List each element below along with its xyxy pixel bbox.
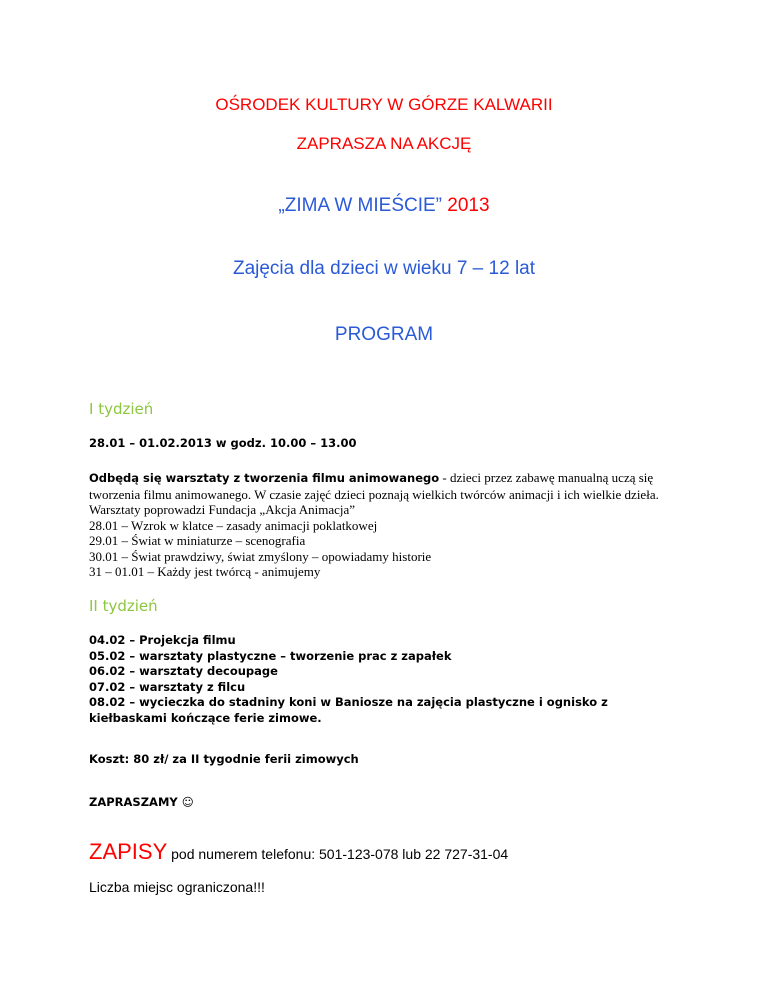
list-item: 04.02 – Projekcja filmu xyxy=(89,633,236,647)
list-item: 07.02 – warsztaty z filcu xyxy=(89,679,246,694)
week1-description xyxy=(89,470,689,580)
week1-dates: 28.01 – 01.02.2013 w godz. 10.00 – 13.00 xyxy=(89,436,357,450)
list-item: 29.01 – Świat w miniaturze – scenografia xyxy=(89,533,306,548)
week1-lead: Odbędą się warsztaty z tworzenia filmu animowanego xyxy=(89,471,440,485)
list-item: 30.01 – Świat prawdziwy, świat zmyślony – opowiadamy historie xyxy=(89,548,432,564)
list-item: 06.02 – warsztaty decoupage xyxy=(89,664,278,678)
list-item: 05.02 – warsztaty plastyczne – tworzenie prac z zapałek xyxy=(89,648,452,663)
audience-line: Zajęcia dla dzieci w wieku 7 – 12 lat xyxy=(232,258,536,279)
cost-line: Koszt: 80 zł/ za II tygodnie ferii zimowych xyxy=(89,752,359,766)
limit-note: Liczba miejsc ograniczona!!! xyxy=(89,879,265,895)
signup-label: ZAPISY xyxy=(89,839,168,864)
week1-description-text: - dzieci przez zabawę manualną uczą się tworzenia filmu animowanego. W czasie zajęć dzieci poznają wielkich twórców animacji i ich wielkie dzieła. Warsztaty poprowadzi Fundacja „Akcja Animacja” xyxy=(89,470,659,517)
list-item: 31 – 01.01 – Każdy jest twórcą - animujemy xyxy=(89,564,321,579)
event-title xyxy=(0,195,768,217)
event-year: 2013 xyxy=(447,195,490,216)
org-title: OŚRODEK KULTURY W GÓRZE KALWARII xyxy=(215,95,553,114)
event-name: „ZIMA W MIEŚCIE” xyxy=(278,195,448,216)
week2-list xyxy=(89,633,689,726)
invite-line: ZAPRASZAMY ☺ xyxy=(89,795,194,809)
invite-title: ZAPRASZA NA AKCJĘ xyxy=(296,134,472,153)
week1-heading: I tydzień xyxy=(89,400,154,418)
list-item: 28.01 – Wzrok w klatce – zasady animacji poklatkowej xyxy=(89,517,378,533)
signup-phone: pod numerem telefonu: 501-123-078 lub 22 727-31-04 xyxy=(167,846,509,862)
signup-line xyxy=(89,839,508,865)
list-item: 08.02 – wycieczka do stadniny koni w Baniosze na zajęcia plastyczne i ognisko z kiełbaskami kończące ferie zimowe. xyxy=(89,695,608,725)
program-heading: PROGRAM xyxy=(334,324,434,345)
week2-heading: II tydzień xyxy=(89,597,158,615)
